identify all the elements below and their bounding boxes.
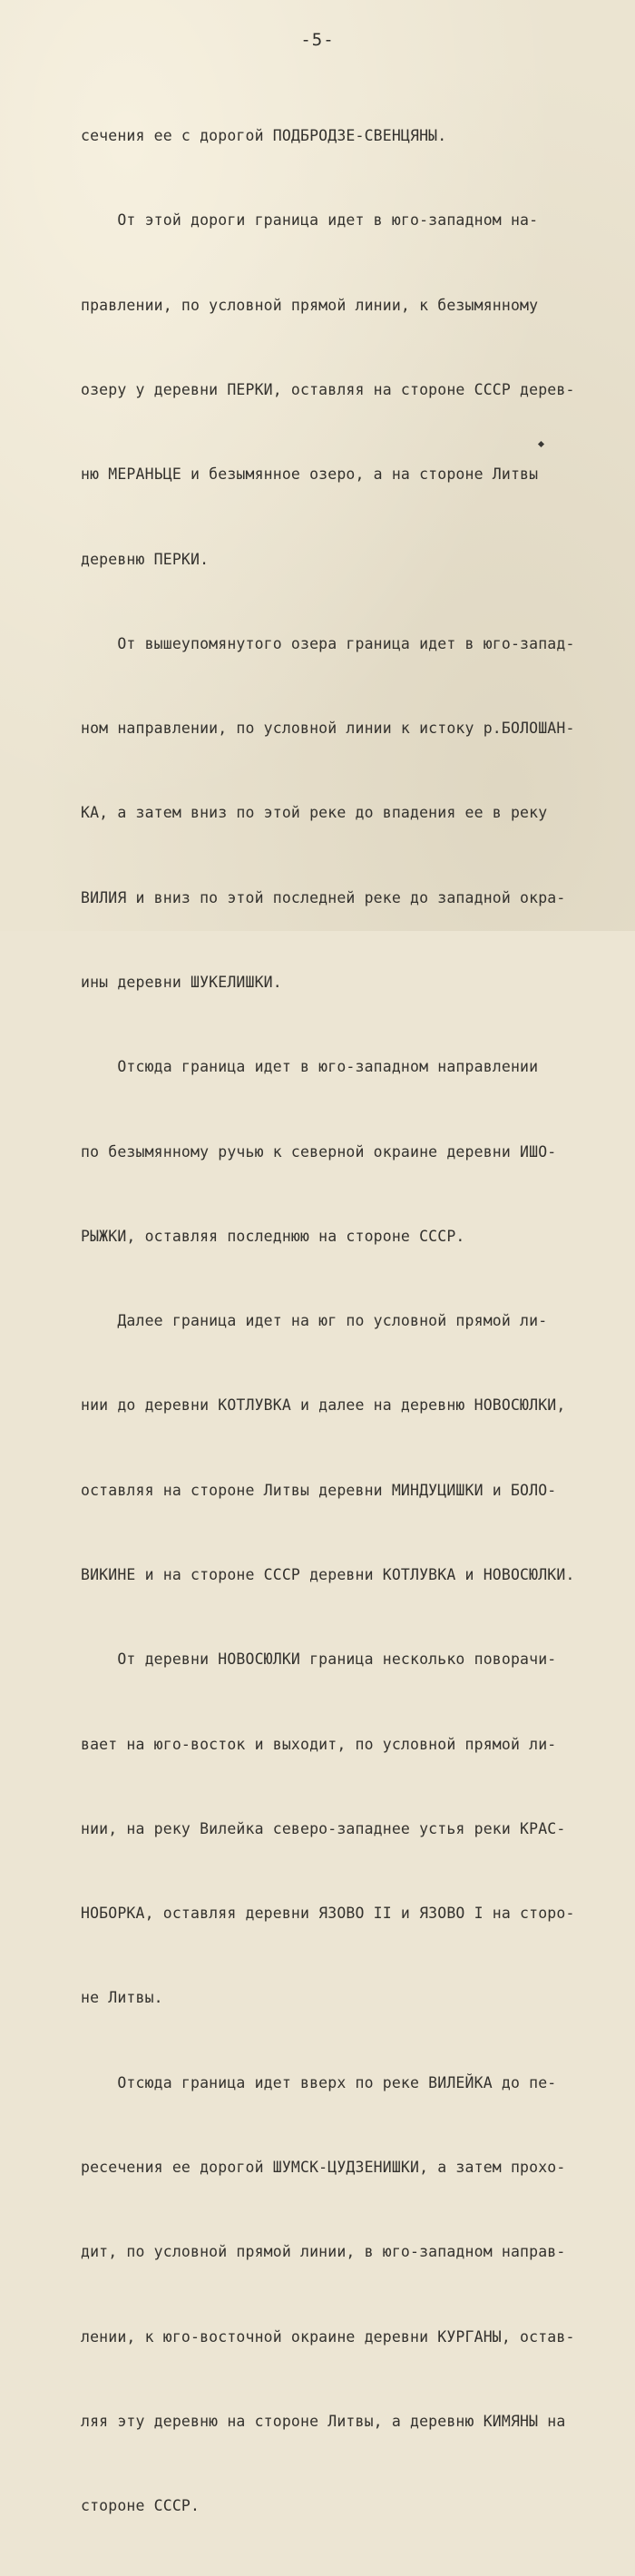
- text-line: ресечения ее дорогой ШУМСК-ЦУДЗЕНИШКИ, а затем прохо-: [81, 2158, 566, 2176]
- text-line: лении, к юго-восточной окраине деревни КУРГАНЫ, остав-: [81, 2327, 575, 2346]
- text-line: НОБОРКА, оставляя деревни ЯЗОВО II и ЯЗОВО I на сторо-: [81, 1905, 575, 1923]
- text-line: не Литвы.: [81, 1989, 163, 2007]
- text-line: деревню ПЕРКИ.: [81, 550, 210, 568]
- text-line: КА, а затем вниз по этой реке до впадения ее в реку: [81, 804, 548, 822]
- text-line: по безымянному ручью к северной окраине деревни ИШО-: [81, 1142, 557, 1161]
- text-line: Отсюда граница идет в юго-западном направлении: [81, 1058, 539, 1076]
- text-line: ню МЕРАНЬЦЕ и безымянное озеро, а на стороне Литвы: [81, 465, 539, 484]
- text-line: сечения ее с дорогой ПОДБРОДЗЕ-СВЕНЦЯНЫ.: [81, 127, 447, 145]
- text-line: РЫЖКИ, оставляя последнюю на стороне СССР.: [81, 1227, 465, 1245]
- text-line: От этой дороги граница идет в юго-западном на-: [81, 211, 539, 230]
- text-line: дит, по условной прямой линии, в юго-западном направ-: [81, 2243, 566, 2261]
- document-body: [81, 65, 625, 2576]
- text-line: Отсюда граница идет вверх по реке ВИЛЕЙКА до пе-: [81, 2073, 557, 2091]
- text-line: нии до деревни КОТЛУВКА и далее на деревню НОВОСЮЛКИ,: [81, 1396, 566, 1415]
- text-line: ины деревни ШУКЕЛИШКИ.: [81, 974, 282, 991]
- text-line: стороне СССР.: [81, 2497, 200, 2515]
- text-line: озеру у деревни ПЕРКИ, оставляя на стороне СССР дерев-: [81, 381, 575, 399]
- text-line: От вышеупомянутого озера граница идет в юго-запад-: [81, 634, 575, 652]
- text-line: ляя эту деревню на стороне Литвы, а деревню КИМЯНЫ на: [81, 2412, 566, 2430]
- page-number: -5-: [300, 30, 335, 50]
- text-line: ВИКИНЕ и на стороне СССР деревни КОТЛУВКА и НОВОСЮЛКИ.: [81, 1565, 575, 1583]
- text-line: Далее граница идет на юг по условной прямой ли-: [81, 1312, 548, 1330]
- text-line: вает на юго-восток и выходит, по условной прямой ли-: [81, 1735, 557, 1753]
- text-line: ВИЛИЯ и вниз по этой последней реке до западной окра-: [81, 888, 566, 906]
- text-line: ном направлении, по условной линии к истоку р.БОЛОШАН-: [81, 720, 575, 738]
- text-line: нии, на реку Вилейка северо-западнее устья реки КРАС-: [81, 1819, 566, 1837]
- text-line: От деревни НОВОСЮЛКИ граница несколько поворачи-: [81, 1650, 557, 1669]
- text-line: правлении, по условной прямой линии, к безымянному: [81, 296, 539, 314]
- text-line: оставляя на стороне Литвы деревни МИНДУЦИШКИ и БОЛО-: [81, 1481, 557, 1499]
